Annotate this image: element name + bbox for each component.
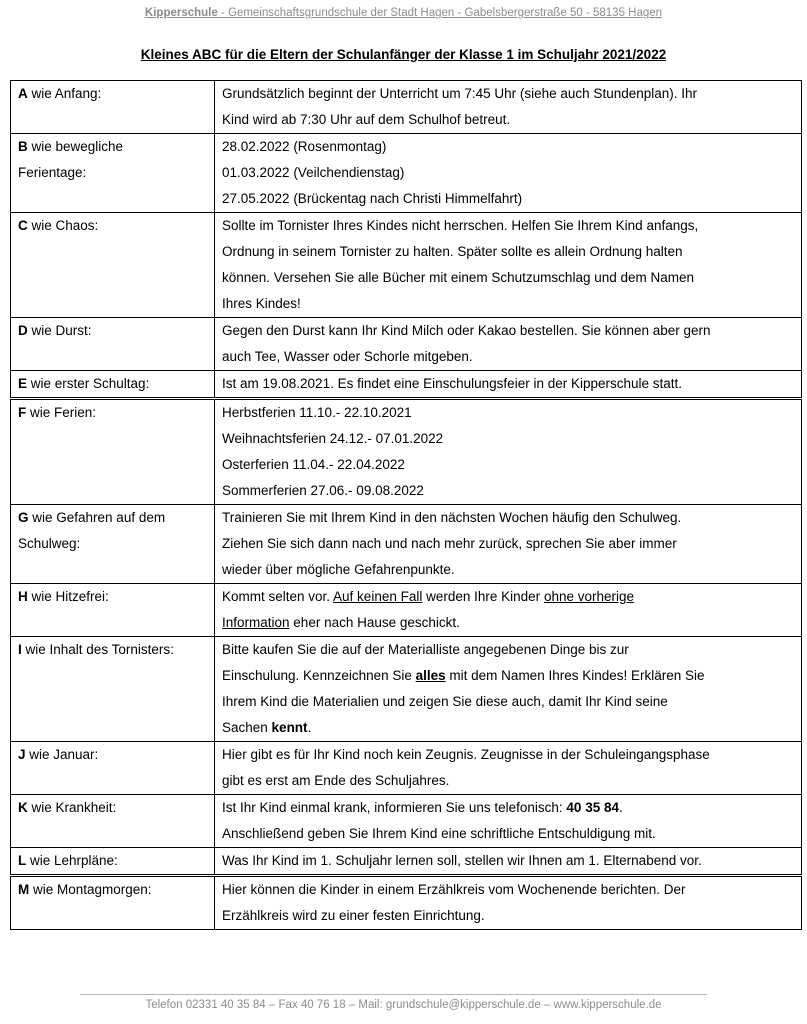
text-line: Gegen den Durst kann Ihr Kind Milch oder Kakao bestellen. Sie können aber gern	[222, 323, 711, 338]
text-line: Erzählkreis wird zu einer festen Einrichtung.	[222, 908, 485, 923]
entry-text	[215, 848, 802, 876]
emphasis-underline: Information	[222, 615, 290, 630]
entry-label-text: wie Chaos:	[27, 218, 99, 233]
phone-number: 40 35 84	[566, 800, 619, 815]
footer-divider	[80, 994, 707, 995]
text-line: Trainieren Sie mit Ihrem Kind in den nächsten Wochen häufig den Schulweg.	[222, 510, 682, 525]
entry-label-text: Schulweg:	[18, 536, 81, 551]
table-row	[11, 584, 802, 637]
text-line	[222, 715, 795, 741]
entry-label-text: wie Gefahren auf dem	[28, 510, 166, 525]
text-segment: .	[618, 800, 623, 815]
entry-label-text: wie Ferien:	[26, 405, 97, 420]
entry-label	[11, 318, 215, 371]
table-row	[11, 318, 802, 371]
abc-table	[10, 80, 802, 930]
entry-letter: H	[18, 589, 28, 604]
text-segment: Einschulung. Kennzeichnen Sie	[222, 668, 416, 683]
entry-text	[215, 584, 802, 637]
text-segment: Kommt selten vor.	[222, 589, 334, 604]
table-row	[11, 637, 802, 742]
entry-label	[11, 876, 215, 930]
entry-text	[215, 505, 802, 584]
entry-label-text: Ferientage:	[18, 165, 87, 180]
text-line: Bitte kaufen Sie die auf der Materialliste angegebenen Dinge bis zur	[222, 642, 629, 657]
entry-label	[11, 637, 215, 742]
entry-label-text: wie Inhalt des Tornisters:	[21, 642, 174, 657]
text-line	[222, 610, 795, 636]
entry-label	[11, 742, 215, 795]
entry-label-text: wie erster Schultag:	[27, 376, 150, 391]
text-line: Ordnung in seinem Tornister zu halten. Später sollte es allein Ordnung halten	[222, 244, 683, 259]
entry-letter: M	[18, 882, 30, 897]
text-line: Ist am 19.08.2021. Es findet eine Einschulungsfeier in der Kipperschule statt.	[222, 376, 683, 391]
entry-letter: K	[18, 800, 28, 815]
text-line	[222, 795, 795, 821]
entry-label-text: wie Hitzefrei:	[27, 589, 109, 604]
text-line: Ziehen Sie sich dann nach und nach mehr zurück, sprechen Sie aber immer	[222, 536, 677, 551]
text-line	[222, 663, 795, 689]
entry-label	[11, 134, 215, 213]
text-line: 27.05.2022 (Brückentag nach Christi Himmelfahrt)	[222, 191, 523, 206]
entry-text	[215, 81, 802, 134]
entry-label-text: wie Krankheit:	[27, 800, 117, 815]
entry-label	[11, 795, 215, 848]
table-row	[11, 399, 802, 505]
entry-letter: J	[18, 747, 26, 762]
text-line: Ihrem Kind die Materialien und zeigen Sie diese auch, damit Ihr Kind seine	[222, 694, 668, 709]
text-line: 28.02.2022 (Rosenmontag)	[222, 139, 387, 154]
entry-label	[11, 584, 215, 637]
entry-label-text: wie Montagmorgen:	[29, 882, 152, 897]
text-segment: .	[307, 720, 312, 735]
entry-label	[11, 81, 215, 134]
table-row	[11, 848, 802, 876]
text-segment: mit dem Namen Ihres Kindes! Erklären Sie	[445, 668, 705, 683]
text-line	[222, 584, 795, 610]
table-row	[11, 213, 802, 318]
entry-label-text: wie Durst:	[27, 323, 92, 338]
entry-text	[215, 742, 802, 795]
text-line: gibt es erst am Ende des Schuljahres.	[222, 773, 450, 788]
text-line: Osterferien 11.04.- 22.04.2022	[222, 457, 405, 472]
text-line: Herbstferien 11.10.- 22.10.2021	[222, 405, 412, 420]
text-line: Hier können die Kinder in einem Erzählkreis vom Wochenende berichten. Der	[222, 882, 686, 897]
entry-label-text: wie Anfang:	[27, 86, 102, 101]
text-line: Kind wird ab 7:30 Uhr auf dem Schulhof betreut.	[222, 112, 511, 127]
table-row	[11, 795, 802, 848]
text-line: Sommerferien 27.06.- 09.08.2022	[222, 483, 424, 498]
entry-label	[11, 213, 215, 318]
entry-letter: L	[18, 853, 27, 868]
entry-label-text: wie Lehrpläne:	[26, 853, 118, 868]
table-row	[11, 505, 802, 584]
text-line: Sollte im Tornister Ihres Kindes nicht herrschen. Helfen Sie Ihrem Kind anfangs,	[222, 218, 699, 233]
entry-text	[215, 795, 802, 848]
entry-text	[215, 213, 802, 318]
text-line: Anschließend geben Sie Ihrem Kind eine schriftliche Entschuldigung mit.	[222, 826, 656, 841]
text-segment: Ist Ihr Kind einmal krank, informieren Sie uns telefonisch:	[222, 800, 567, 815]
text-line: auch Tee, Wasser oder Schorle mitgeben.	[222, 349, 473, 364]
entry-label	[11, 371, 215, 399]
entry-letter: C	[18, 218, 28, 233]
text-segment: eher nach Hause geschickt.	[289, 615, 460, 630]
table-row	[11, 742, 802, 795]
school-name: Kipperschule	[144, 7, 218, 19]
text-segment: werden Ihre Kinder	[422, 589, 544, 604]
text-line: Weihnachtsferien 24.12.- 07.01.2022	[222, 431, 444, 446]
text-line: Was Ihr Kind im 1. Schuljahr lernen soll, stellen wir Ihnen am 1. Elternabend vor.	[222, 853, 702, 868]
table-row	[11, 876, 802, 930]
entry-text	[215, 637, 802, 742]
letterhead	[0, 7, 807, 19]
text-line: 01.03.2022 (Veilchendienstag)	[222, 165, 405, 180]
text-line: Hier gibt es für Ihr Kind noch kein Zeugnis. Zeugnisse in der Schuleingangsphase	[222, 747, 710, 762]
entry-text	[215, 399, 802, 505]
text-line: können. Versehen Sie alle Bücher mit einem Schutzumschlag und dem Namen	[222, 270, 695, 285]
text-line: wieder über mögliche Gefahrenpunkte.	[222, 562, 455, 577]
text-line: Grundsätzlich beginnt der Unterricht um 7:45 Uhr (siehe auch Stundenplan). Ihr	[222, 86, 698, 101]
entry-letter: A	[18, 86, 28, 101]
table-row	[11, 371, 802, 399]
entry-text	[215, 318, 802, 371]
entry-letter: E	[18, 376, 28, 391]
footer-contact: Telefon 02331 40 35 84 – Fax 40 76 18 – Mail: grundschule@kipperschule.de – www.kipperschule.de	[145, 999, 662, 1011]
entry-label	[11, 399, 215, 505]
entry-label-text: wie bewegliche	[27, 139, 124, 154]
emphasis-bold: kennt	[271, 720, 308, 735]
document-title: Kleines ABC für die Eltern der Schulanfänger der Klasse 1 im Schuljahr 2021/2022	[140, 47, 667, 62]
entry-label	[11, 505, 215, 584]
entry-letter: I	[18, 642, 22, 657]
entry-letter: F	[18, 405, 27, 420]
school-details: - Gemeinschaftsgrundschule der Stadt Hagen - Gabelsbergerstraße 50 - 58135 Hagen	[217, 7, 663, 19]
table-row	[11, 134, 802, 213]
emphasis-bold-underline: alles	[415, 668, 446, 683]
entry-text	[215, 371, 802, 399]
entry-letter: G	[18, 510, 29, 525]
text-line: Ihres Kindes!	[222, 296, 301, 311]
emphasis-underline: ohne vorherige	[543, 589, 635, 604]
text-segment: Sachen	[222, 720, 272, 735]
emphasis-underline: Auf keinen Fall	[333, 589, 423, 604]
entry-text	[215, 134, 802, 213]
entry-letter: B	[18, 139, 28, 154]
entry-label-text: wie Januar:	[25, 747, 99, 762]
entry-label	[11, 848, 215, 876]
table-row	[11, 81, 802, 134]
entry-letter: D	[18, 323, 28, 338]
entry-text	[215, 876, 802, 930]
